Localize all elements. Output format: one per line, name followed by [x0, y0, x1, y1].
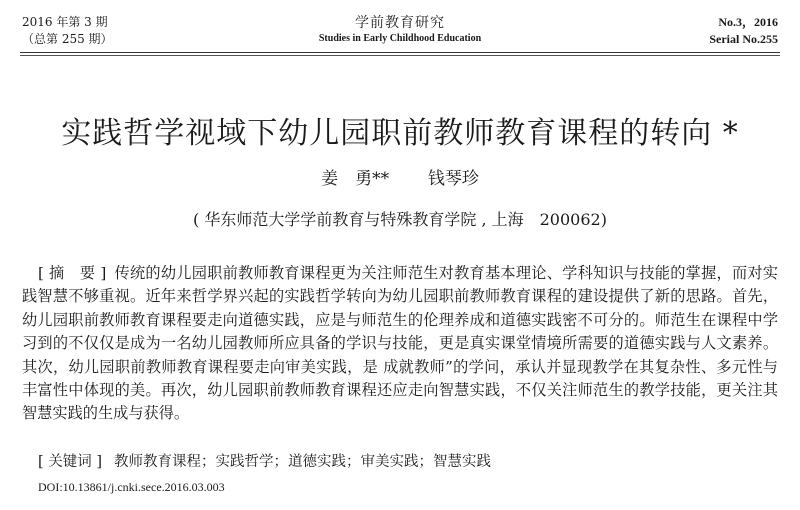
serial-issue-number: （总第 255 期） [22, 32, 113, 46]
keywords [38, 452, 491, 472]
header-rule-thick [20, 52, 780, 53]
paper-title: 实践哲学视域下幼儿园职前教师教育课程的转向 * [61, 116, 739, 151]
journal-name-cn: 学前教育研究 [355, 15, 445, 31]
issue-info-en [709, 14, 778, 48]
issue-number-en: No.3，2016 [718, 15, 778, 29]
keywords-label: [ 关键词 ] [38, 454, 103, 470]
author-name: 姜 勇** [321, 169, 390, 189]
serial-number-en: Serial No.255 [709, 32, 778, 46]
abstract-text: 传统的幼儿园职前教师教育课程更为关注师范生对教育基本理论、学科知识与技能的掌握，而对实践智慧不够重视。近年来哲学界兴起的实践哲学转向为幼儿园职前教师教育课程的建设提供了新的思路。首先，幼儿园职前教师教育课程要走向道德实践，应是与师范生的伦理养成和道德实践密不可分的。师范生在课程中学习到的不仅仅是成为一名幼儿园教师所应具备的学识与技能，更是真实课堂情境所需要的道德实践与人文素养。其次，幼儿园职前教师教育课程要走向审美实践，是 成就教师”的学问，承认并显现教学在其复杂性、多元性与丰富性中体现的美。再次，幼儿园职前教师教育课程还应走向智慧实践，不仅关注师范生的教学技能，更关注其智慧实践的生成与获得。 [22, 264, 778, 423]
issue-number: 2016 年第 3 期 [22, 15, 108, 29]
affiliation: ( 华东师范大学学前教育与特殊教育学院 , 上海 200062) [193, 210, 607, 229]
header-rule-thin [20, 55, 780, 56]
doi: DOI:10.13861/j.cnki.sece.2016.03.003 [38, 480, 225, 494]
abstract-label: [ 摘 要 ] [38, 264, 107, 282]
journal-name [0, 14, 800, 46]
journal-name-en: Studies in Early Childhood Education [318, 33, 482, 44]
journal-header [0, 14, 800, 50]
keywords-text: 教师教育课程；实践哲学；道德实践；审美实践；智慧实践 [114, 454, 492, 470]
author-name: 钱琴珍 [427, 169, 479, 189]
author-line [0, 164, 800, 189]
abstract [22, 262, 778, 426]
